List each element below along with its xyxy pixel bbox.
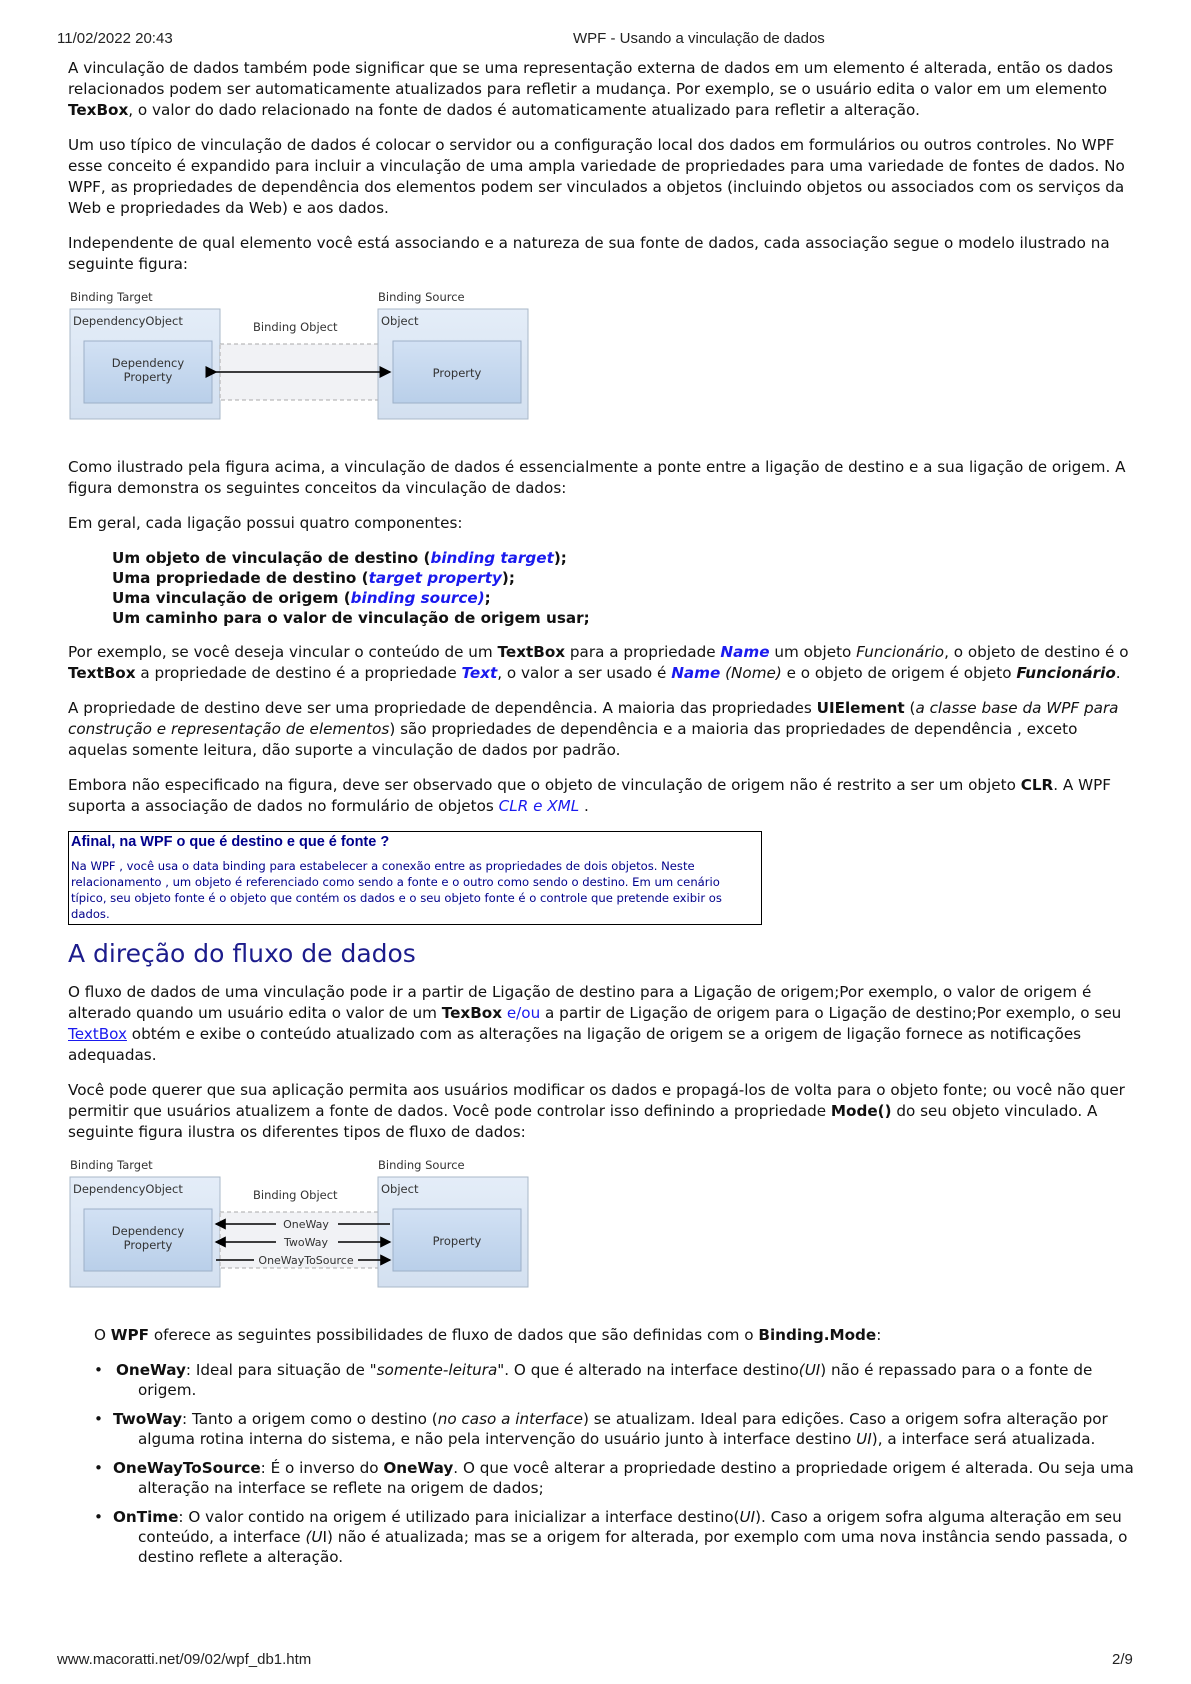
binding-target-label: Binding Target	[70, 290, 153, 304]
binding-object-label: Binding Object	[253, 1188, 338, 1202]
term: target property	[368, 569, 502, 587]
binding-diagram	[68, 289, 548, 439]
text: Embora não especificado na figura, deve ser observado que o objeto de vinculação de origem não é restrito a ser um objeto	[68, 776, 1021, 794]
term: (Nome)	[725, 664, 782, 682]
text: obtém e exibe o conteúdo atualizado com as alterações na ligação de origem se a origem de ligação fornece as notificações adequadas.	[68, 1025, 1082, 1064]
property-label: Property	[432, 1234, 482, 1248]
paragraph-model: Independente de qual elemento você está associando e a natureza de sua fonte de dados, cada associação segue o modelo ilustrado na seguinte figura:	[68, 234, 1110, 273]
text: .	[1115, 664, 1121, 682]
text: . O que você alterar a propriedade destino a propriedade origem é alterada. Ou seja uma alteração na interface se reflete na origem de dados;	[138, 1459, 1134, 1497]
text: . O que é alterado na interface destino	[504, 1361, 799, 1379]
bullet-icon: •	[94, 1361, 103, 1379]
term: UIElement	[816, 699, 905, 717]
text: I) não é atualizada; mas se a origem for alterada, por exemplo com uma nova instância sendo passada, o destino reflete a alteração.	[138, 1528, 1128, 1566]
dependency-property-label-2: Property	[123, 1238, 173, 1252]
list-item	[68, 1360, 1138, 1400]
binding-modes-diagram	[68, 1157, 548, 1307]
paragraph-modes-intro	[94, 1325, 1138, 1346]
text: );	[501, 569, 515, 587]
term: (UI	[798, 1361, 821, 1379]
term: TwoWay	[113, 1410, 183, 1428]
binding-source-label: Binding Source	[378, 1158, 465, 1172]
term: WPF	[110, 1326, 150, 1344]
term: OnTime	[113, 1508, 179, 1526]
list-item	[68, 1458, 1138, 1498]
text: O fluxo de dados de uma vinculação pode ir a partir de Ligação de destino para a Ligação de origem;Por exemplo, o valor de origem é alterado quando um usuário edita o valor de um	[68, 983, 1092, 1022]
text: Um objeto de vinculação de destino (	[112, 549, 431, 567]
components-list	[112, 548, 1138, 628]
list-item	[68, 1507, 1138, 1567]
dependency-object-label: DependencyObject	[73, 314, 183, 328]
text: e o objeto de origem é objeto	[781, 664, 1017, 682]
text: : Ideal para situação de	[185, 1361, 370, 1379]
text: : É o inverso do	[260, 1459, 384, 1477]
term: Name	[671, 664, 721, 682]
paragraph-components-intro: Em geral, cada ligação possui quatro componentes:	[68, 514, 463, 532]
term: TextBox	[497, 643, 566, 661]
note-box	[68, 831, 762, 925]
text: ;	[484, 589, 491, 607]
term: Text	[461, 664, 498, 682]
text: , o valor do dado relacionado na fonte de dados é automaticamente atualizado para refletir a alteração.	[128, 101, 920, 119]
text: . A WPF suporta a associação de dados no formulário de objetos	[68, 776, 1112, 815]
text: a propriedade de destino é a propriedade	[135, 664, 462, 682]
text: .	[579, 797, 589, 815]
component-item	[112, 588, 1138, 608]
text: um objeto	[769, 643, 857, 661]
term: CLR e XML	[498, 797, 580, 815]
list-item	[68, 1409, 1138, 1449]
dependency-property-label-1: Dependency	[111, 356, 185, 370]
text: ) não é repassado para o a fonte de origem.	[138, 1361, 1093, 1399]
text: oferece as seguintes possibilidades de fluxo de dados que são definidas com o	[149, 1326, 759, 1344]
print-date: 11/02/2022 20:43	[57, 30, 173, 47]
component-item	[112, 568, 1138, 588]
paragraph-example	[68, 642, 1138, 684]
term: Mode()	[830, 1102, 892, 1120]
paragraph-bridge: Como ilustrado pela figura acima, a vinculação de dados é essencialmente a ponte entre a ligação de destino e a sua ligação de origem. A figura demonstra os seguintes conceitos da vinculação de dados:	[68, 458, 1126, 497]
text: Uma vinculação de origem (	[112, 589, 351, 607]
bullet-icon: •	[94, 1508, 103, 1526]
text: : O valor contido na origem é utilizado para inicializar a interface destino(	[178, 1508, 740, 1526]
modes-list	[68, 1360, 1138, 1567]
text: );	[553, 549, 567, 567]
term: binding target	[430, 549, 554, 567]
page-content	[68, 58, 1138, 1576]
object-label: Object	[381, 314, 419, 328]
term: Name	[720, 643, 770, 661]
property-label: Property	[432, 366, 482, 380]
note-body: Na WPF , você usa o data binding para estabelecer a conexão entre as propriedades de dois objetos. Neste relacionamento , um objeto é referenciado como sendo a fonte e o outro como sendo o destino. Em um cenário típico, seu objeto fonte é o objeto que contém os dados e o seu objeto fonte é o controle que pretende exibir os dados.	[71, 859, 722, 921]
text: Um caminho para o valor de vinculação de origem usar;	[112, 609, 590, 627]
component-item	[112, 608, 1138, 628]
term: TexBox	[441, 1004, 502, 1022]
print-title: WPF - Usando a vinculação de dados	[573, 30, 825, 47]
text: O	[94, 1326, 111, 1344]
term: Funcionário	[1016, 664, 1116, 682]
term: UI	[856, 1430, 872, 1448]
text: (	[904, 699, 916, 717]
text: e/ou	[502, 1004, 541, 1022]
paragraph-clr	[68, 775, 1138, 817]
term: a classe base da WPF para construção e representação de elementos	[68, 699, 1119, 738]
term: OneWayToSource	[113, 1459, 261, 1477]
text: Por exemplo, se você deseja vincular o conteúdo de um	[68, 643, 498, 661]
paragraph-mode	[68, 1080, 1138, 1143]
term: Funcionário	[856, 643, 945, 661]
paragraph-typical-use: Um uso típico de vinculação de dados é colocar o servidor ou a configuração local dos dados em formulários ou outros controles. No WPF esse conceito é expandido para incluir a vinculação de uma ampla variedade de propriedades para uma variedade de fontes de dados. No WPF, as propriedades de dependência dos elementos podem ser vinculados a objetos (incluindo objetos ou associados com os serviços da Web e propriedades da Web) e aos dados.	[68, 136, 1125, 217]
text: ) se atualizam. Ideal para edições. Caso a origem sofra alteração por alguma rotina interna do sistema, e não pela intervenção do usuário junto à interface destino	[138, 1410, 1108, 1448]
text: ), a interface será atualizada.	[871, 1430, 1096, 1448]
twoway-label: TwoWay	[283, 1236, 329, 1249]
note-title: Afinal, na WPF o que é destino e que é fonte ?	[71, 834, 390, 850]
term: binding source)	[350, 589, 485, 607]
text: A vinculação de dados também pode significar que se uma representação externa de dados em um elemento é alterada, então os dados relacionados podem ser automaticamente atualizados para refletir a mudança. Por exemplo, se o usuário edita o valor em um elemento	[68, 59, 1114, 98]
text: Uma propriedade de destino (	[112, 569, 369, 587]
term: TextBox	[68, 664, 136, 682]
binding-target-label: Binding Target	[70, 1158, 153, 1172]
binding-object-label: Binding Object	[253, 320, 338, 334]
text: para a propriedade	[565, 643, 721, 661]
term-texbox: TexBox	[68, 101, 129, 119]
text: A propriedade de destino deve ser uma propriedade de dependência. A maioria das propriedades	[68, 699, 817, 717]
dependency-property-label-1: Dependency	[111, 1224, 185, 1238]
text: Você pode querer que sua aplicação permita aos usuários modificar os dados e propagá-los de volta para o objeto fonte; ou você não quer permitir que usuários atualizem a fonte de dados. Você pode controlar isso definindo a propriedade	[68, 1081, 1125, 1120]
paragraph-dependency	[68, 698, 1138, 761]
term: CLR	[1020, 776, 1054, 794]
bullet-icon: •	[94, 1459, 103, 1477]
object-label: Object	[381, 1182, 419, 1196]
text: ) são propriedades de dependência e a maioria das propriedades de dependência , exceto aquelas somente leitura, dão suporte a vinculação de dados por padrão.	[68, 720, 1078, 759]
term: (U	[305, 1528, 323, 1546]
term: OneWay	[116, 1361, 186, 1379]
onewaytosource-label: OneWayToSource	[258, 1254, 354, 1267]
term: no caso a interface	[437, 1410, 583, 1428]
bullet-icon: •	[94, 1410, 103, 1428]
dependency-object-label: DependencyObject	[73, 1182, 183, 1196]
print-url: www.macoratti.net/09/02/wpf_db1.htm	[57, 1651, 312, 1668]
component-item	[112, 548, 1138, 568]
text: ). Caso a origem sofra alguma alteração em seu conteúdo, a interface	[138, 1508, 1122, 1546]
term: OneWay	[383, 1459, 454, 1477]
page-number: 2/9	[1112, 1651, 1133, 1668]
text: , o valor a ser usado é	[497, 664, 672, 682]
text: :	[876, 1326, 882, 1344]
term: Binding.Mode	[758, 1326, 877, 1344]
text: , o objeto de destino é o	[944, 643, 1129, 661]
term: "somente-leitura"	[369, 1361, 505, 1379]
text: : Tanto a origem como o destino (	[182, 1410, 438, 1428]
binding-source-label: Binding Source	[378, 290, 465, 304]
section-heading: A direção do fluxo de dados	[68, 939, 416, 968]
paragraph-intro	[68, 58, 1138, 121]
oneway-label: OneWay	[283, 1218, 329, 1231]
textbox-link[interactable]: TextBox	[68, 1025, 127, 1043]
text: do seu objeto vinculado. A seguinte figura ilustra os diferentes tipos de fluxo de dados:	[68, 1102, 1098, 1141]
text: a partir de Ligação de origem para o Ligação de destino;Por exemplo, o seu	[540, 1004, 1122, 1022]
paragraph-flow	[68, 982, 1138, 1066]
term: UI	[739, 1508, 756, 1526]
dependency-property-label-2: Property	[123, 370, 173, 384]
